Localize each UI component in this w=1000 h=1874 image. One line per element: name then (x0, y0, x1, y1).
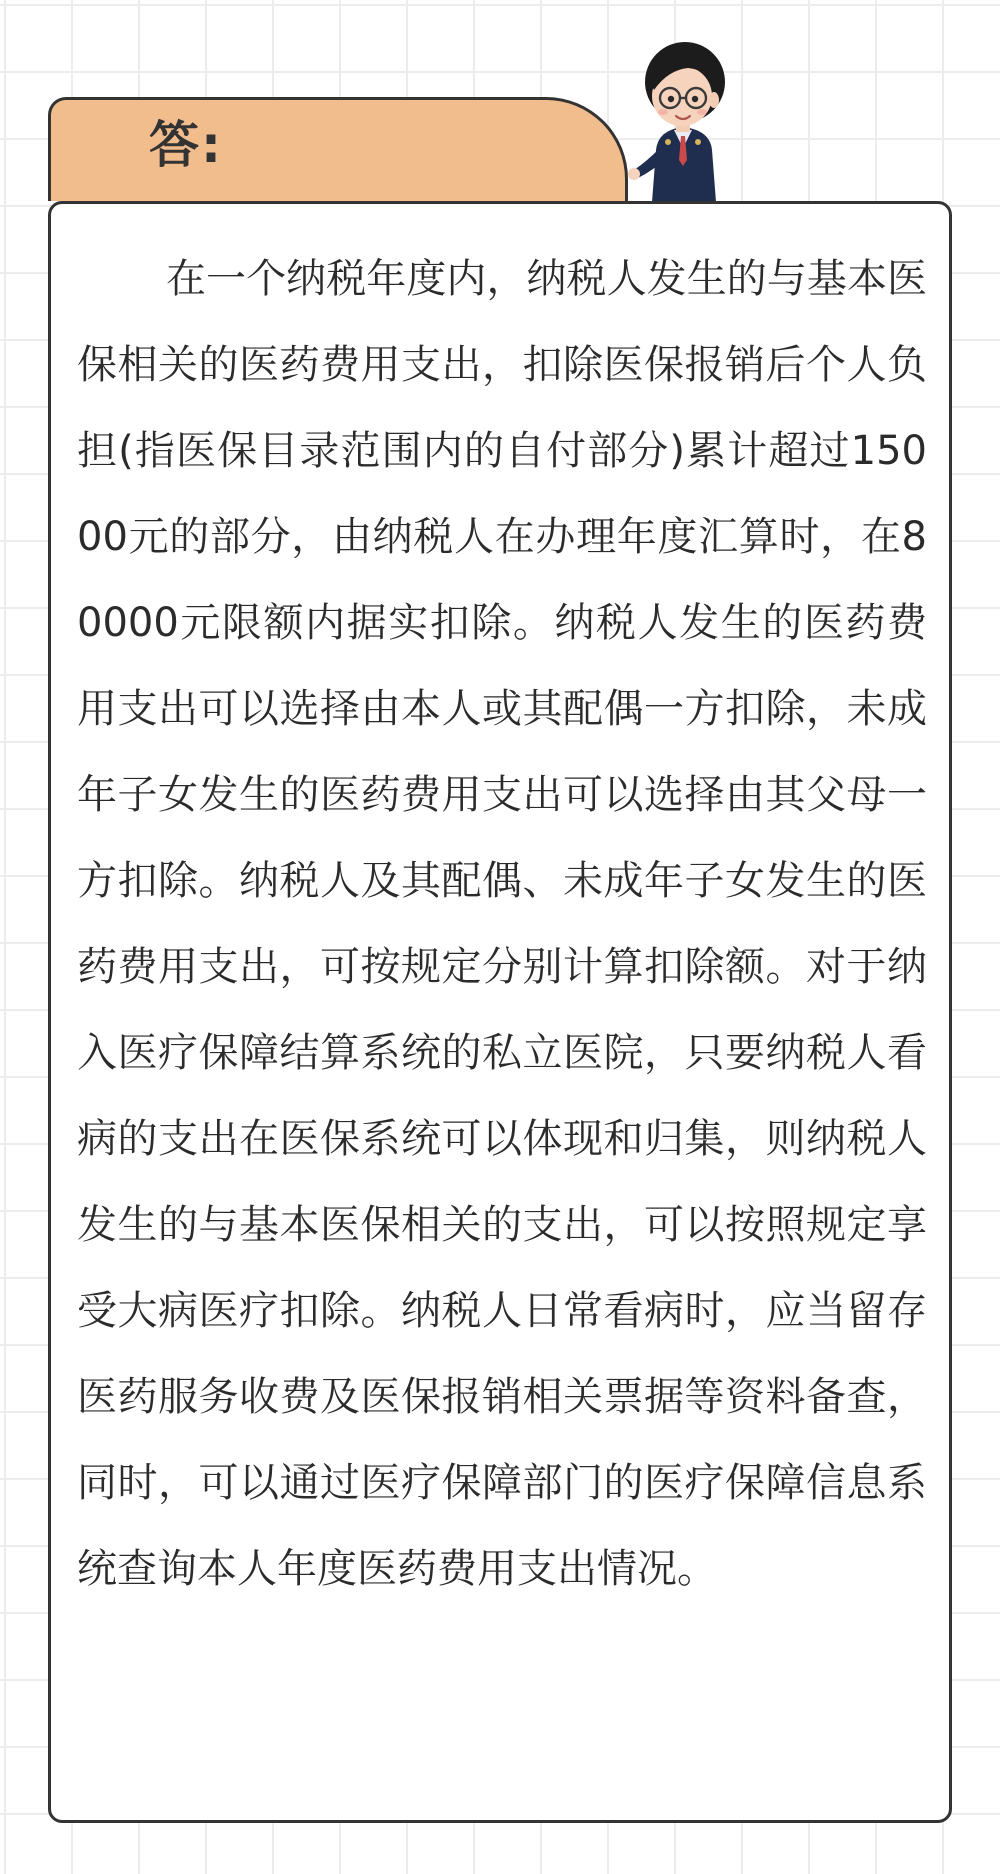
answer-header-tab (48, 97, 628, 201)
answer-label: 答: (149, 116, 223, 174)
answer-body-text: 在一个纳税年度内，纳税人发生的与基本医保相关的医药费用支出，扣除医保报销后个人负担(指医保目录范围内的自付部分)累计超过15000元的部分，由纳税人在办理年度汇算时，在80000元限额内据实扣除。纳税人发生的医药费用支出可以选择由本人或其配偶一方扣除，未成年子女发生的医药费用支出可以选择由其父母一方扣除。纳税人及其配偶、未成年子女发生的医药费用支出，可按规定分别计算扣除额。对于纳入医疗保障结算系统的私立医院，只要纳税人看病的支出在医保系统可以体现和归集，则纳税人发生的与基本医保相关的支出，可以按照规定享受大病医疗扣除。纳税人日常看病时，应当留存医药服务收费及医保报销相关票据等资料备查，同时，可以通过医疗保障部门的医疗保障信息系统查询本人年度医药费用支出情况。 (77, 256, 927, 1592)
answer-content-card (48, 201, 952, 1823)
tax-officer-mascot-icon (628, 30, 738, 204)
